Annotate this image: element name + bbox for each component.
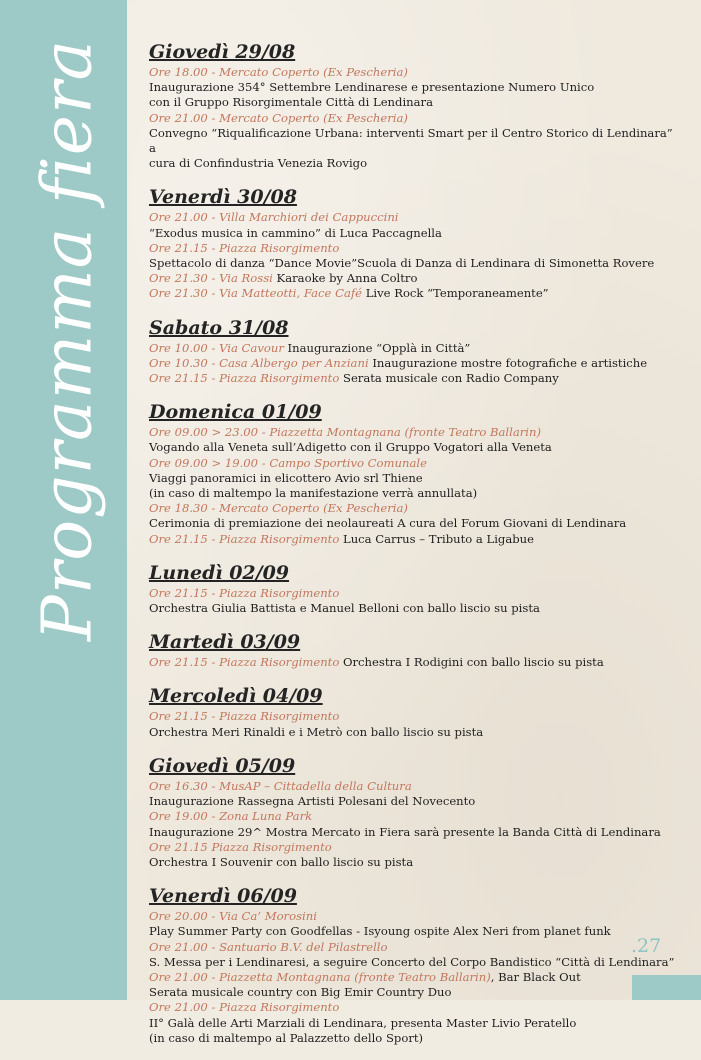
event-time-location: Ore 09.00 > 23.00 - Piazzetta Montagnana (fronte Teatro Ballarin) xyxy=(149,425,541,440)
event-description: Orchestra I Souvenir con ballo liscio su pista xyxy=(149,854,414,869)
event-description: Cerimonia di premiazione dei neolaureati A cura del Forum Giovani di Lendinara xyxy=(149,516,627,531)
event-description: Live Rock “Temporaneamente” xyxy=(362,286,549,301)
event-time-location: Ore 21.00 - Piazzetta Montagnana (fronte Teatro Ballarin) xyxy=(149,969,491,984)
event-line xyxy=(149,909,681,924)
day-section xyxy=(149,400,681,547)
event-time-location: Ore 21.15 - Piazza Risorgimento xyxy=(149,585,340,600)
event-time-location: Ore 09.00 > 19.00 - Campo Sportivo Comunale xyxy=(149,455,427,470)
event-line xyxy=(149,779,681,794)
event-time-location: Ore 18.30 - Mercato Coperto (Ex Pescheria) xyxy=(149,501,408,516)
event-line xyxy=(149,924,681,939)
event-time-location: Ore 20.00 - Via Ca’ Morosini xyxy=(149,909,317,924)
sidebar-title: Programma fiera xyxy=(28,38,108,642)
event-line xyxy=(149,156,681,171)
event-line xyxy=(149,532,681,547)
day-section xyxy=(149,316,681,387)
event-line xyxy=(149,471,681,486)
event-description: Inaugurazione “Opplà in Città” xyxy=(283,340,471,355)
event-description: Orchestra Giulia Battista e Manuel Belloni con ballo liscio su pista xyxy=(149,601,540,616)
day-title: Giovedì 05/09 xyxy=(149,754,296,777)
event-description: (in caso di maltempo al Palazzetto dello Sport) xyxy=(149,1030,424,1045)
day-title: Giovedì 29/08 xyxy=(149,41,296,63)
event-time-location: Ore 16.30 - MusAP – Cittadella della Cultura xyxy=(149,778,412,793)
event-description: con il Gruppo Risorgimentale Città di Lendinara xyxy=(149,95,433,110)
event-description: Inaugurazione 29^ Mostra Mercato in Fiera sarà presente la Banda Città di Lendinara xyxy=(149,824,661,839)
event-description: Inaugurazione Rassegna Artisti Polesani del Novecento xyxy=(149,794,476,809)
day-section xyxy=(149,561,681,616)
event-time-location: Ore 10.30 - Casa Albergo per Anziani xyxy=(149,355,369,370)
event-line xyxy=(149,955,681,970)
event-description: , Bar Black Out xyxy=(490,969,581,984)
page-number: .27 xyxy=(631,935,662,957)
event-description: Vogando alla Veneta sull’Adigetto con il Gruppo Vogatori alla Veneta xyxy=(149,440,552,455)
event-time-location: Ore 21.15 Piazza Risorgimento xyxy=(149,839,332,854)
event-line xyxy=(149,985,681,1000)
day-title: Sabato 31/08 xyxy=(149,316,289,339)
event-description: Inaugurazione mostre fotografiche e artistiche xyxy=(368,355,648,370)
event-line xyxy=(149,1016,681,1031)
event-time-location: Ore 10.00 - Via Cavour xyxy=(149,340,284,355)
event-description: Play Summer Party con Goodfellas - Isyoung ospite Alex Neri from planet funk xyxy=(149,924,611,939)
event-description: Orchestra I Rodigini con ballo liscio su pista xyxy=(339,655,604,670)
event-description: “Exodus musica in cammino” di Luca Paccagnella xyxy=(149,225,442,240)
event-description: Spettacolo di danza “Dance Movie”Scuola di Danza di Lendinara di Simonetta Rovere xyxy=(149,256,655,271)
event-line xyxy=(149,341,681,356)
event-description: Orchestra Meri Rinaldi e i Metrò con ballo liscio su pista xyxy=(149,724,484,739)
event-time-location: Ore 21.15 - Piazza Risorgimento xyxy=(149,655,340,670)
event-time-location: Ore 21.15 - Piazza Risorgimento xyxy=(149,531,340,546)
sidebar xyxy=(0,0,127,1000)
event-line xyxy=(149,655,681,670)
event-line xyxy=(149,286,681,301)
day-section xyxy=(149,185,681,301)
event-line xyxy=(149,371,681,386)
event-time-location: Ore 21.00 - Santuario B.V. del Pilastrello xyxy=(149,939,388,954)
event-line xyxy=(149,486,681,501)
event-line xyxy=(149,709,681,724)
day-title: Venerdì 30/08 xyxy=(149,186,297,209)
event-time-location: Ore 21.00 - Piazza Risorgimento xyxy=(149,1000,340,1015)
event-line xyxy=(149,725,681,740)
event-line xyxy=(149,809,681,824)
event-line xyxy=(149,65,681,80)
event-time-location: Ore 19.00 - Zona Luna Park xyxy=(149,809,313,824)
event-description: Serata musicale con Radio Company xyxy=(339,371,559,386)
event-line xyxy=(149,440,681,455)
event-line xyxy=(149,855,681,870)
event-line xyxy=(149,825,681,840)
event-line xyxy=(149,271,681,286)
event-time-location: Ore 21.30 - Via Matteotti, Face Café xyxy=(149,286,363,301)
event-line xyxy=(149,80,681,95)
day-section xyxy=(149,40,681,171)
event-time-location: Ore 21.15 - Piazza Risorgimento xyxy=(149,371,340,386)
event-description: cura di Confindustria Venezia Rovigo xyxy=(149,156,368,171)
event-description: Inaugurazione 354° Settembre Lendinarese e presentazione Numero Unico xyxy=(149,80,595,95)
event-description: Luca Carrus – Tributo a Ligabue xyxy=(339,531,534,546)
program-content xyxy=(149,40,681,1060)
event-line xyxy=(149,111,681,126)
event-line xyxy=(149,586,681,601)
event-time-location: Ore 21.15 - Piazza Risorgimento xyxy=(149,709,340,724)
event-description: Convegno “Riqualificazione Urbana: interventi Smart per il Centro Storico di Lendinara” a xyxy=(149,125,673,156)
event-line xyxy=(149,516,681,531)
day-title: Lunedì 02/09 xyxy=(149,561,290,584)
event-line xyxy=(149,970,681,985)
event-line xyxy=(149,940,681,955)
day-title: Mercoledì 04/09 xyxy=(149,685,323,708)
event-line xyxy=(149,226,681,241)
event-time-location: Ore 21.00 - Villa Marchiori dei Cappuccini xyxy=(149,210,399,225)
event-description: Serata musicale country con Big Emir Country Duo xyxy=(149,985,452,1000)
event-line xyxy=(149,126,681,156)
event-description: II° Galà delle Arti Marziali di Lendinara, presenta Master Livio Peratello xyxy=(149,1015,577,1030)
day-section xyxy=(149,630,681,670)
event-time-location: Ore 21.00 - Mercato Coperto (Ex Pescheria) xyxy=(149,110,408,125)
day-title: Domenica 01/09 xyxy=(149,401,322,424)
event-description: (in caso di maltempo la manifestazione verrà annullata) xyxy=(149,486,478,501)
event-time-location: Ore 21.30 - Via Rossi xyxy=(149,271,273,286)
event-line xyxy=(149,356,681,371)
day-section xyxy=(149,684,681,739)
day-section xyxy=(149,884,681,1046)
event-time-location: Ore 18.00 - Mercato Coperto (Ex Pescheria) xyxy=(149,65,408,79)
day-title: Martedì 03/09 xyxy=(149,631,301,654)
event-line xyxy=(149,425,681,440)
event-time-location: Ore 21.15 - Piazza Risorgimento xyxy=(149,240,340,255)
event-line xyxy=(149,456,681,471)
event-line xyxy=(149,794,681,809)
event-line xyxy=(149,501,681,516)
event-description: Karaoke by Anna Coltro xyxy=(272,271,418,286)
day-title: Venerdì 06/09 xyxy=(149,885,297,908)
event-line xyxy=(149,210,681,225)
event-line xyxy=(149,840,681,855)
event-line xyxy=(149,241,681,256)
event-line xyxy=(149,1031,681,1046)
corner-tab xyxy=(632,975,701,1000)
event-description: S. Messa per i Lendinaresi, a seguire Concerto del Corpo Bandistico “Città di Lendinara” xyxy=(149,954,675,969)
day-section xyxy=(149,754,681,870)
event-line xyxy=(149,95,681,110)
event-description: Viaggi panoramici in elicottero Avio srl Thiene xyxy=(149,470,423,485)
event-line xyxy=(149,601,681,616)
event-line xyxy=(149,1000,681,1015)
event-line xyxy=(149,256,681,271)
